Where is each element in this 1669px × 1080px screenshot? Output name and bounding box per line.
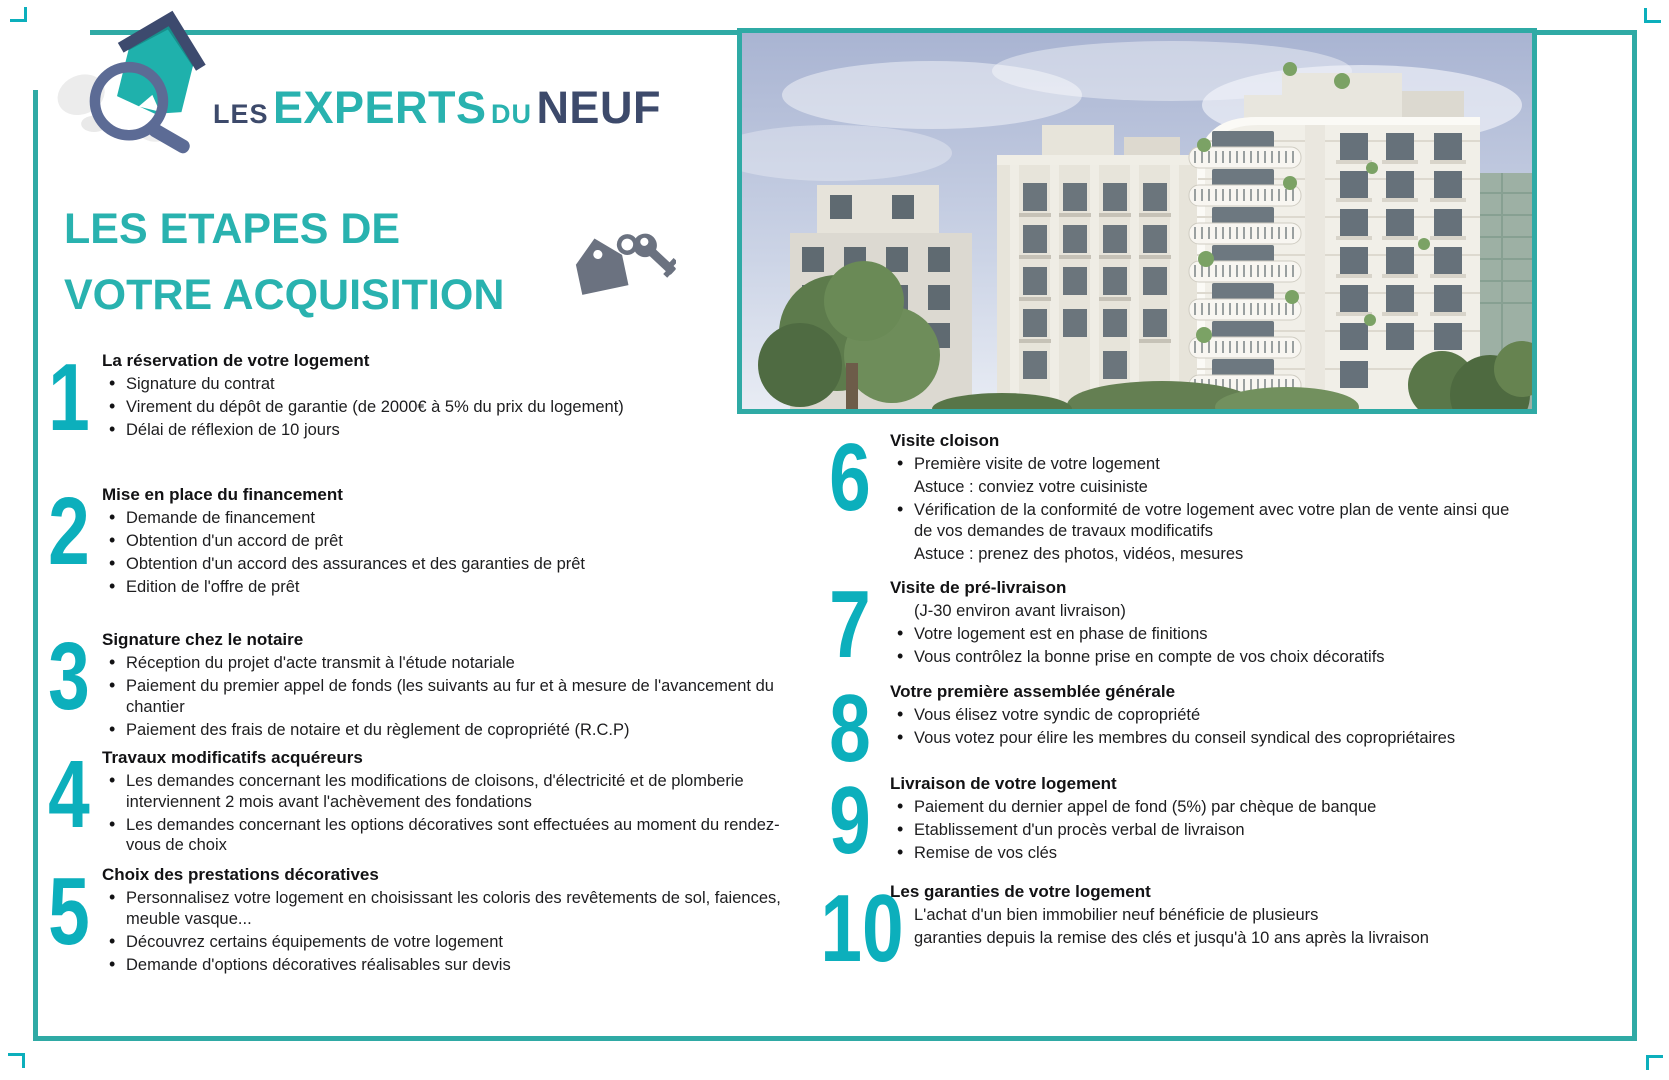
frame-border <box>1632 30 1637 1041</box>
step-item: • Votre logement est en phase de finitions <box>890 624 1518 645</box>
step-item: Astuce : conviez votre cuisiniste <box>914 478 1148 496</box>
step-item-list <box>102 653 814 740</box>
step-item-list <box>102 374 814 441</box>
step-item: • Vérification de la conformité de votre logement avec votre plan de vente ainsi que de vos demandes de travaux modificatifs <box>890 500 1518 541</box>
corner-bracket-icon <box>1646 1055 1663 1070</box>
step-9 <box>812 767 1518 874</box>
page-title-line1: LES ETAPES DE <box>64 205 401 253</box>
step-item: garanties depuis la remise des clés et jusqu'à 10 ans après la livraison <box>914 929 1429 947</box>
step-4 <box>40 741 814 858</box>
corner-bracket-icon <box>10 7 27 22</box>
step-item-list <box>102 771 814 856</box>
brand-word-experts: EXPERTS <box>272 82 487 133</box>
step-item-list <box>890 705 1518 749</box>
step-10 <box>812 875 1518 982</box>
frame-border <box>33 1036 1637 1041</box>
step-item-list <box>102 888 814 975</box>
step-number: 6 <box>829 424 871 531</box>
step-item: • Vous contrôlez la bonne prise en compte de vos choix décoratifs <box>890 647 1518 668</box>
corner-bracket-icon <box>8 1053 25 1068</box>
step-heading: Livraison de votre logement <box>890 774 1117 793</box>
step-item: L'achat d'un bien immobilier neuf bénéficie de plusieurs <box>914 906 1319 924</box>
step-item: • Réception du projet d'acte transmit à l'étude notariale <box>102 653 814 674</box>
house-magnifier-icon <box>52 4 214 180</box>
step-item-list <box>890 454 1518 564</box>
step-item: (J-30 environ avant livraison) <box>914 602 1126 620</box>
step-1 <box>40 344 814 451</box>
step-heading: Les garanties de votre logement <box>890 882 1151 901</box>
step-item: • Paiement du premier appel de fonds (les suivants au fur et à mesure de l'avancement du chantier <box>102 676 814 717</box>
step-item: • Obtention d'un accord de prêt <box>102 531 814 552</box>
step-item-list <box>102 508 814 598</box>
step-3 <box>40 623 814 743</box>
step-item: • Demande de financement <box>102 508 814 529</box>
step-number: 3 <box>48 623 90 730</box>
brand-word-neuf: NEUF <box>536 82 661 133</box>
corner-bracket-icon <box>1644 8 1661 23</box>
step-number: 5 <box>48 858 90 965</box>
brand-word-les: LES <box>213 99 269 129</box>
step-item: • Vous votez pour élire les membres du conseil syndical des copropriétaires <box>890 728 1518 749</box>
step-heading: Choix des prestations décoratives <box>102 865 379 884</box>
step-heading: La réservation de votre logement <box>102 351 370 370</box>
house-keychain-key-icon <box>558 218 676 310</box>
step-item: • Signature du contrat <box>102 374 814 395</box>
step-heading: Travaux modificatifs acquéreurs <box>102 748 363 767</box>
brand-wordmark <box>213 82 661 134</box>
step-item-list <box>890 601 1518 668</box>
step-number: 4 <box>48 741 90 848</box>
step-item: • Paiement des frais de notaire et du règlement de copropriété (R.C.P) <box>102 720 814 741</box>
frame-border <box>33 90 38 1041</box>
step-item-list <box>890 797 1518 864</box>
step-item: • Paiement du dernier appel de fond (5%) par chèque de banque <box>890 797 1518 818</box>
step-item: • Les demandes concernant les options décoratives sont effectuées au moment du rendez-vous de choix <box>102 815 814 856</box>
step-6 <box>812 424 1518 567</box>
step-item: • Première visite de votre logement <box>890 454 1518 475</box>
step-number: 8 <box>829 675 871 782</box>
step-item: • Obtention d'un accord des assurances et des garanties de prêt <box>102 554 814 575</box>
step-item-list <box>890 905 1518 949</box>
step-number: 7 <box>829 571 871 678</box>
step-item: • Edition de l'offre de prêt <box>102 577 814 598</box>
step-8 <box>812 675 1518 782</box>
step-item: • Vous élisez votre syndic de copropriété <box>890 705 1518 726</box>
step-item: • Découvrez certains équipements de votre logement <box>102 932 814 953</box>
brand-word-du: DU <box>490 99 532 129</box>
step-item: • Etablissement d'un procès verbal de livraison <box>890 820 1518 841</box>
step-heading: Visite de pré-livraison <box>890 578 1067 597</box>
step-number: 2 <box>48 478 90 585</box>
step-heading: Signature chez le notaire <box>102 630 304 649</box>
step-item: • Demande d'options décoratives réalisables sur devis <box>102 955 814 976</box>
step-number: 9 <box>829 767 871 874</box>
step-7 <box>812 571 1518 678</box>
step-item: • Virement du dépôt de garantie (de 2000€ à 5% du prix du logement) <box>102 397 814 418</box>
step-item: • Remise de vos clés <box>890 843 1518 864</box>
step-heading: Visite cloison <box>890 431 1000 450</box>
step-5 <box>40 858 814 978</box>
step-number: 10 <box>820 875 904 982</box>
step-2 <box>40 478 814 600</box>
page-title <box>64 196 504 328</box>
step-item: • Les demandes concernant les modifications de cloisons, d'électricité et de plomberie interviennent 2 mois avant l'achèvement des fondations <box>102 771 814 812</box>
step-item: • Personnalisez votre logement en choisissant les coloris des revêtements de sol, faiences, meuble vasque... <box>102 888 814 929</box>
step-heading: Mise en place du financement <box>102 485 343 504</box>
step-item: • Délai de réflexion de 10 jours <box>102 420 814 441</box>
step-item: Astuce : prenez des photos, vidéos, mesures <box>914 544 1244 563</box>
page-title-line2: VOTRE ACQUISITION <box>64 271 505 319</box>
step-number: 1 <box>48 344 90 451</box>
step-heading: Votre première assemblée générale <box>890 682 1176 701</box>
building-photo <box>737 28 1537 414</box>
